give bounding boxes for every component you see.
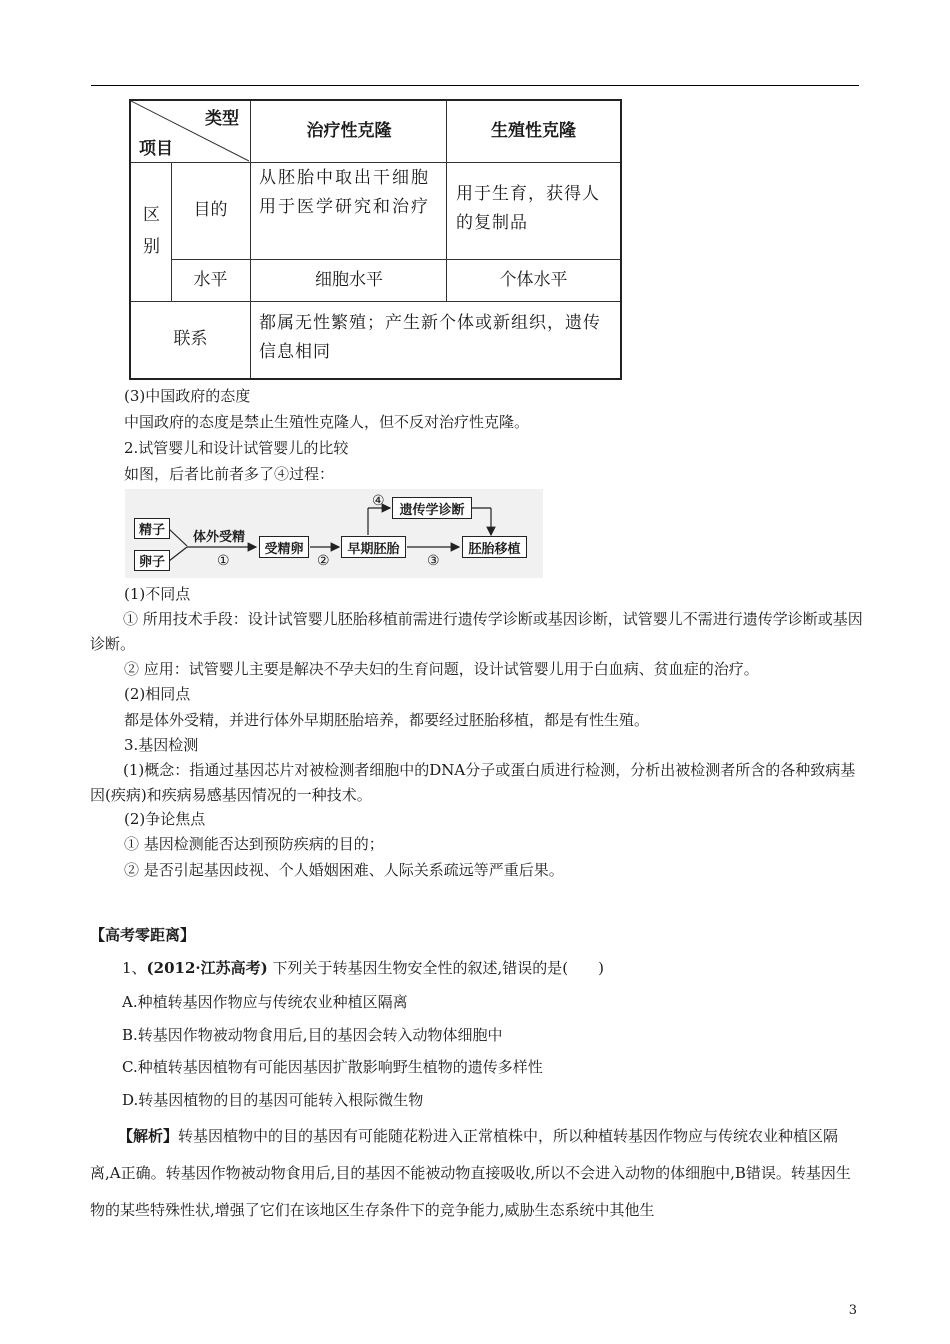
question-line xyxy=(122,958,604,978)
question-number: 1、 xyxy=(122,959,147,977)
text-line: 都是体外受精，并进行体外早期胚胎培养，都要经过胚胎移植，都是有性生殖。 xyxy=(124,711,650,729)
step-2-label: ② xyxy=(317,553,330,569)
group-label-diff: 区 xyxy=(143,205,160,225)
genetic-diagnosis-box: 遗传学诊断 xyxy=(392,497,472,519)
early-embryo-box: 早期胚胎 xyxy=(341,536,406,558)
grid-line xyxy=(250,101,251,378)
step-4-label: ④ xyxy=(372,493,385,509)
ivf-label: 体外受精 xyxy=(193,530,246,545)
row-relation: 联系 xyxy=(173,329,208,349)
col-therapeutic-cloning: 治疗性克隆 xyxy=(306,121,392,141)
text-line: 2.试管婴儿和设计试管婴儿的比较 xyxy=(124,439,349,457)
row-level: 水平 xyxy=(193,269,228,290)
text-line: 如图，后者比前者多了④过程： xyxy=(124,465,335,483)
text-line: (2)争论焦点 xyxy=(124,810,206,828)
comparison-table xyxy=(129,99,622,380)
purpose-therapeutic: 从胚胎中取出干细胞用于医学研究和治疗 xyxy=(259,168,430,217)
paragraph: ① 所用技术手段：设计试管婴儿胚胎移植前需进行遗传学诊断或基因诊断，试管婴儿不需进行遗传学诊断或基因诊断。 xyxy=(90,610,863,653)
text-line: ② 是否引起基因歧视、个人婚姻困难、人际关系疏远等严重后果。 xyxy=(124,861,564,879)
analysis-text: 转基因植物中的目的基因有可能随花粉进入正常植株中，所以种植转基因作物应与传统农业种植区隔离,A正确。转基因作物被动物食用后,目的基因不能被动物直接吸收,所以不会进入动物的体细胞中,B错误。转基因生物的某些特殊性状,增强了它们在该地区生存条件下的竞争能力,威胁生态系统中其他生 xyxy=(90,1127,851,1219)
text-line: 3.基因检测 xyxy=(124,736,199,754)
text-line: (1)不同点 xyxy=(124,585,191,603)
header-type: 类型 xyxy=(205,109,239,129)
question-text: 下列关于转基因生物安全性的叙述,错误的是( ) xyxy=(267,959,604,977)
col-reproductive-cloning: 生殖性克隆 xyxy=(491,121,576,141)
row-purpose: 目的 xyxy=(193,200,228,220)
level-therapeutic: 细胞水平 xyxy=(315,269,383,290)
text-line: ② 应用：试管婴儿主要是解决不孕夫妇的生育问题，设计试管婴儿用于白血病、贫血症的治疗。 xyxy=(124,660,759,678)
flow-arrows xyxy=(125,489,543,578)
analysis-label: 【解析】 xyxy=(118,1127,179,1145)
sperm-box: 精子 xyxy=(134,518,170,539)
option-a: A.种植转基因作物应与传统农业种植区隔离 xyxy=(122,993,408,1011)
step-3-label: ③ xyxy=(427,553,440,569)
option-b: B.转基因作物被动物食用后,目的基因会转入动物体细胞中 xyxy=(122,1026,503,1044)
fertilized-egg-box: 受精卵 xyxy=(259,536,309,558)
text-line: (3)中国政府的态度 xyxy=(124,387,251,405)
text-line: ① 基因检测能否达到预防疾病的目的； xyxy=(124,835,384,853)
egg-box: 卵子 xyxy=(134,550,170,571)
paragraph: (1)概念：指通过基因芯片对被检测者细胞中的DNA分子或蛋白质进行检测，分析出被检测者所含的各种致病基因(疾病)和疾病易感基因情况的一种技术。 xyxy=(90,761,856,804)
exam-heading: 【高考零距离】 xyxy=(90,926,196,944)
level-reproductive: 个体水平 xyxy=(499,269,568,290)
step-1-label: ① xyxy=(217,553,230,569)
text-line: 中国政府的态度是禁止生殖性克隆人，但不反对治疗性克隆。 xyxy=(124,413,530,431)
header-item: 项目 xyxy=(139,139,173,159)
page-number: 3 xyxy=(848,1303,857,1318)
relation-text: 都属无性繁殖；产生新个体或新组织，遗传信息相同 xyxy=(259,313,601,362)
purpose-reproductive: 用于生育，获得人的复制品 xyxy=(456,184,600,233)
option-c: C.种植转基因植物有可能因基因扩散影响野生植物的遗传多样性 xyxy=(122,1058,543,1076)
option-d: D.转基因植物的目的基因可能转入根际微生物 xyxy=(122,1091,424,1109)
analysis-paragraph xyxy=(90,1118,865,1229)
text-line: (2)相同点 xyxy=(124,685,191,703)
question-source: (2012·江苏高考) xyxy=(146,959,268,977)
ivf-flow-diagram xyxy=(125,489,543,578)
group-label-diff: 别 xyxy=(143,237,160,257)
embryo-transfer-box: 胚胎移植 xyxy=(462,536,527,558)
header-rule xyxy=(91,85,859,86)
